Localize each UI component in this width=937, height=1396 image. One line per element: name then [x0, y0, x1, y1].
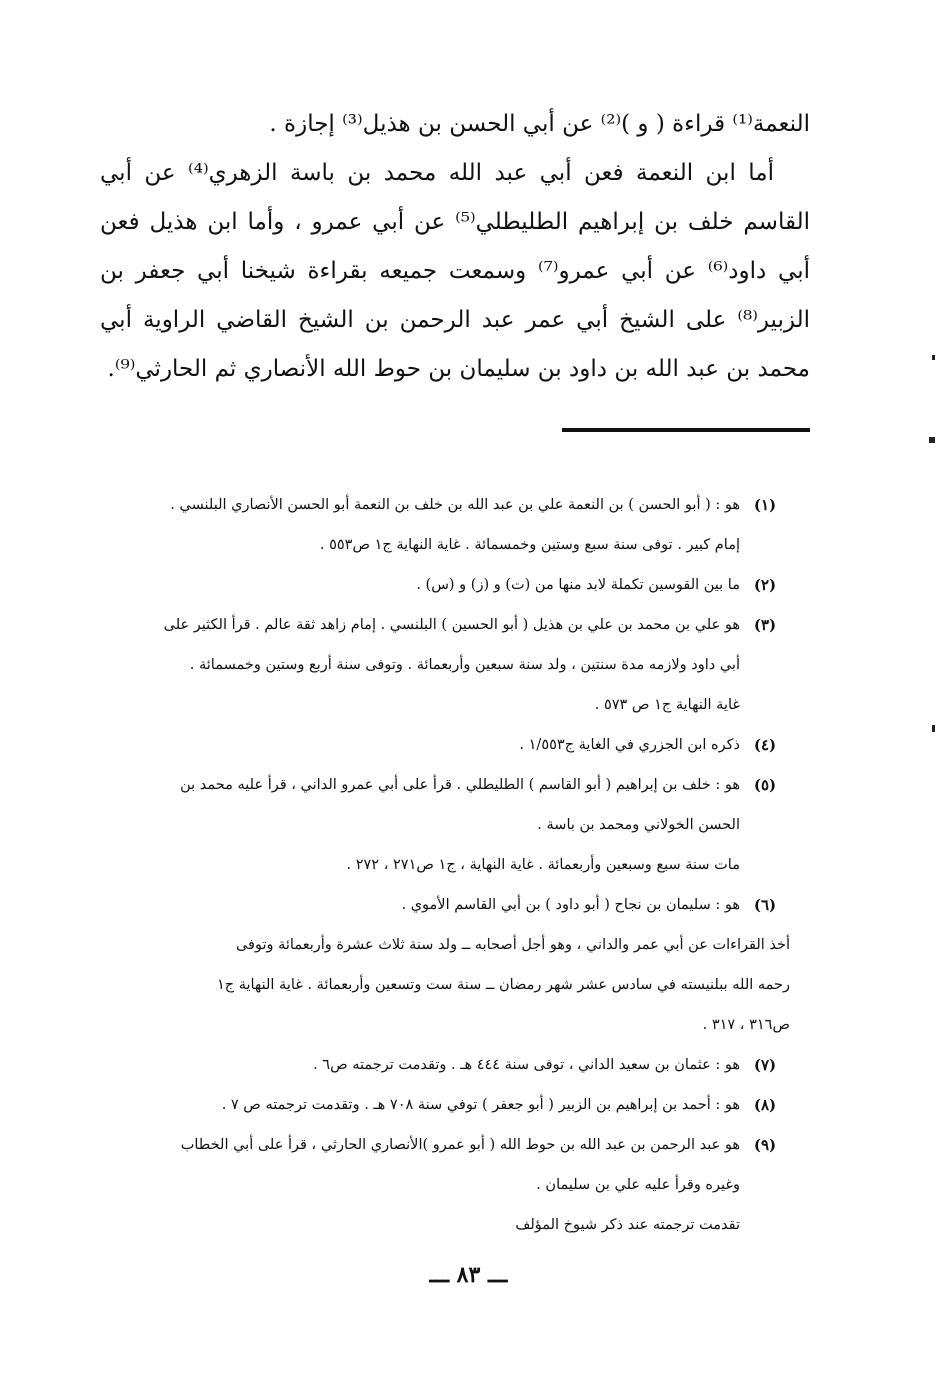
main-line-1: النعمة⁽¹⁾ قراءة ( و )⁽²⁾ عن أبي الحسن بن هذيل⁽³⁾ إجازة . [269, 111, 810, 137]
footnote-line: ص٣١٦ ، ٣١٧ . [702, 1017, 790, 1033]
main-paragraph-2: أما ابن النعمة فعن أبي عبد الله محمد بن باسة الزهري⁽⁴⁾ عن أبي القاسم خلف بن إبراهيم الطليطلي⁽⁵⁾ عن أبي عمرو ، وأما ابن هذيل فعن أبي داود⁽⁶⁾ عن أبي عمرو⁽⁷⁾ وسمعت جميعه بقراءة شيخنا أبي جعفر بن الزبير⁽⁸⁾ على الشيخ أبي عمر عبد الرحمن بن الشيخ القاضي الراوية أبي محمد بن عبد الله بن داود بن سليمان بن حوط الله الأنصاري ثم الحارثي⁽⁹⁾. [100, 160, 810, 382]
footnote-number: (٧) [753, 1056, 777, 1074]
footnote-line: ما بين القوسين تكملة لابد منها من (ت) و (ز) و (س) . [416, 577, 740, 593]
scan-speck [932, 355, 935, 360]
footnote-line: هو : خلف بن إبراهيم ( أبو القاسم ) الطليطلي . قرأ على أبي عمرو الداني ، قرأ عليه محمد بن [180, 777, 740, 793]
footnote-line: هو : أحمد بن إبراهيم بن الزبير ( أبو جعفر ) توفي سنة ٧٠٨ هـ . وتقدمت ترجمته ص ٧ . [221, 1097, 740, 1113]
footnote-number: (١) [753, 496, 777, 514]
footnote-1 [100, 485, 790, 565]
page-number: ـــ ٨٣ ـــ [429, 1262, 508, 1288]
footnote-line: هو : ( أبو الحسن ) بن النعمة علي بن عبد الله بن خلف بن النعمة أبو الحسن الأنصاري البلنسي . [170, 497, 740, 513]
footnote-9 [100, 1125, 790, 1245]
footnote-number: (٩) [753, 1136, 777, 1154]
footnote-number: (٦) [753, 896, 777, 914]
footnote-number: (٥) [753, 776, 777, 794]
footnote-number: (٣) [753, 616, 777, 634]
footnote-separator [562, 428, 810, 432]
footnote-2 [100, 565, 790, 605]
footnote-5 [100, 765, 790, 885]
footnote-7 [100, 1045, 790, 1085]
footnote-number: (٢) [753, 576, 777, 594]
footnote-line: مات سنة سبع وسبعين وأربعمائة . غاية النهاية ، ج١ ص٢٧١ ، ٢٧٢ . [346, 857, 740, 873]
footnote-line: تقدمت ترجمته عند ذكر شيوخ المؤلف [515, 1217, 740, 1233]
footnote-line: رحمه الله ببلنيسته في سادس عشر شهر رمضان ــ سنة ست وتسعين وأربعمائة . غاية النهاية ج١ [216, 977, 790, 993]
footnote-3 [100, 605, 790, 725]
footnote-line: إمام كبير . توفى سنة سبع وستين وخمسمائة . غاية النهاية ج١ ص٥٥٣ . [319, 537, 740, 553]
scan-speck [929, 437, 935, 443]
footnote-line: وغيره وقرأ عليه علي بن سليمان . [536, 1177, 740, 1193]
footnote-line: هو علي بن محمد بن علي بن هذيل ( أبو الحسين ) البلنسي . إمام زاهد ثقة عالم . قرأ الكثير على [163, 617, 740, 633]
footnote-line: غاية النهاية ج١ ص ٥٧٣ . [594, 697, 740, 713]
footnote-line: هو : عثمان بن سعيد الداني ، توفى سنة ٤٤٤ هـ . وتقدمت ترجمته ص٦ . [313, 1057, 740, 1073]
footnote-line: أخذ القراءات عن أبي عمر والداني ، وهو أجل أصحابه ــ ولد سنة ثلاث عشرة وأربعمائة وتوفى [235, 937, 790, 953]
footnote-line: أبي داود ولازمه مدة سنتين ، ولد سنة سبعين وأربعمائة . وتوفى سنة أربع وستين وخمسمائة . [189, 657, 740, 673]
footnote-line: هو : سليمان بن نجاح ( أبو داود ) بن أبي القاسم الأموي . [401, 897, 740, 913]
footnote-line: هو عبد الرحمن بن عبد الله بن حوط الله ( أبو عمرو )الأنصاري الحارثي ، قرأ على أبي الخطاب [180, 1137, 740, 1153]
footnote-6 [100, 885, 790, 1045]
scan-speck [932, 725, 935, 732]
footnote-4 [100, 725, 790, 765]
footnote-number: (٨) [753, 1096, 777, 1114]
main-text [100, 100, 810, 394]
footnote-8 [100, 1085, 790, 1125]
footnote-line: ذكره ابن الجزري في الغاية ج١/٥٥٣ . [519, 737, 740, 753]
footnote-line: الحسن الخولاني ومحمد بن باسة . [537, 817, 740, 833]
footnotes [100, 485, 790, 1245]
footnote-number: (٤) [753, 736, 777, 754]
